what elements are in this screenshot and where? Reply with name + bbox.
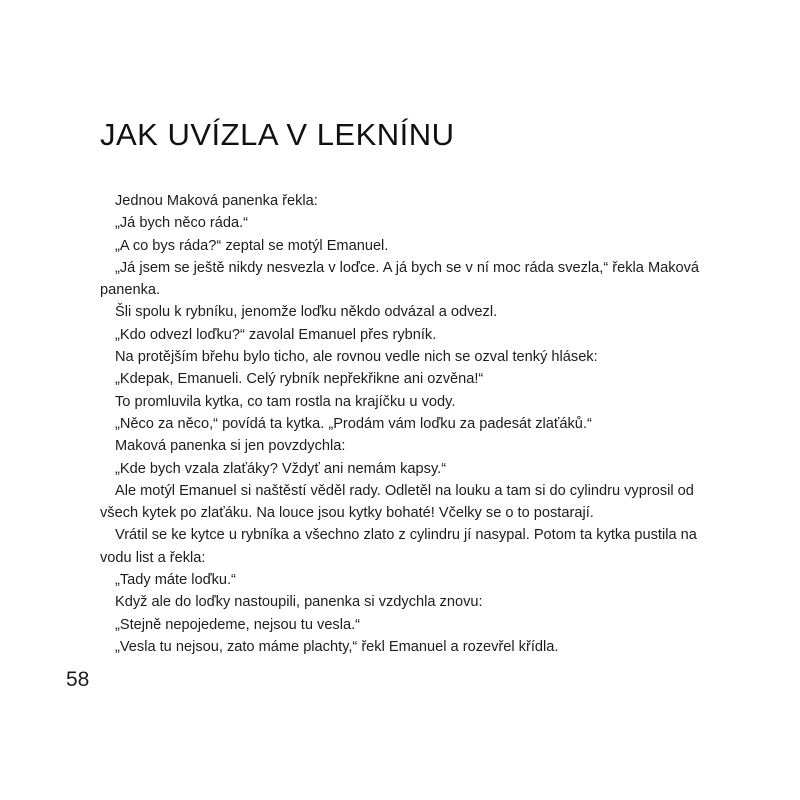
paragraph: Šli spolu k rybníku, jenomže loďku někdo odvázal a odvezl. xyxy=(115,304,498,321)
chapter-title: JAK UVÍZLA V LEKNÍNU xyxy=(100,116,455,152)
paragraph: „Kdo odvezl loďku?“ zavolal Emanuel přes rybník. xyxy=(115,326,437,343)
paragraph: „Kde bych vzala zlaťáky? Vždyť ani nemám kapsy.“ xyxy=(115,460,447,477)
page-number: 58 xyxy=(66,668,90,691)
paragraph: „Tady máte loďku.“ xyxy=(115,572,236,589)
paragraph: Maková panenka si jen povzdychla: xyxy=(115,438,346,455)
paragraph: Vrátil se ke kytce u rybníka a všechno zlato z cylindru jí nasypal. Potom ta kytka pustila na vodu list a řekla: xyxy=(100,527,697,566)
paragraph: Ale motýl Emanuel si naštěstí věděl rady. Odletěl na louku a tam si do cylindru vyprosil od všech kytek po zlaťáku. Na louce jsou kytky bohaté! Včelky se o to postarají. xyxy=(100,482,694,522)
page-text xyxy=(100,190,704,658)
paragraph: „A co bys ráda?“ zeptal se motýl Emanuel. xyxy=(115,237,389,254)
paragraph: „Stejně nepojedeme, nejsou tu vesla.“ xyxy=(115,616,361,633)
paragraph: „Já jsem se ještě nikdy nesvezla v loďce. A já bych se v ní moc ráda svezla,“ řekla Maková panenka. xyxy=(100,259,700,299)
paragraph: „Kdepak, Emanueli. Celý rybník nepřekřikne ani ozvěna!“ xyxy=(115,371,484,388)
paragraph: Jednou Maková panenka řekla: xyxy=(115,193,318,209)
paragraph: „Něco za něco,“ povídá ta kytka. „Prodám vám loďku za padesát zlaťáků.“ xyxy=(115,415,592,432)
paragraph: „Já bych něco ráda.“ xyxy=(115,215,249,232)
paragraph: Když ale do loďky nastoupili, panenka si vzdychla znovu: xyxy=(115,594,483,611)
paragraph: „Vesla tu nejsou, zato máme plachty,“ řekl Emanuel a rozevřel křídla. xyxy=(115,638,559,655)
paragraph: Na protějším břehu bylo ticho, ale rovnou vedle nich se ozval tenký hlásek: xyxy=(115,349,598,366)
paragraph: To promluvila kytka, co tam rostla na krajíčku u vody. xyxy=(115,393,456,410)
